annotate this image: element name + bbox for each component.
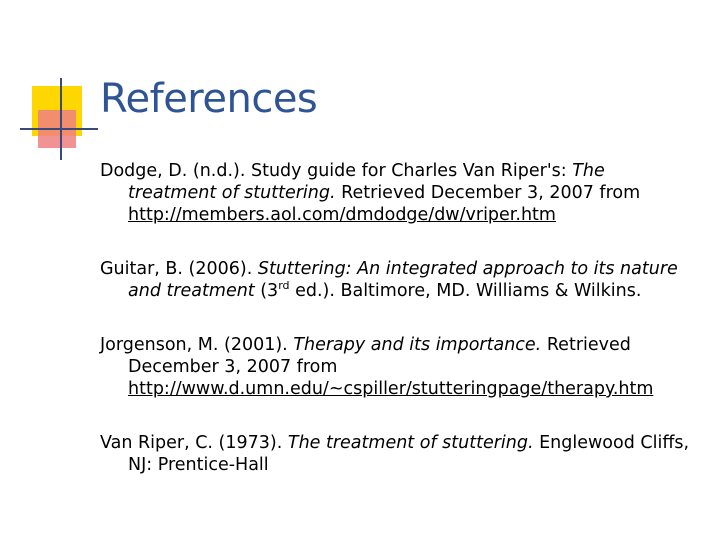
reference-text: Retrieved December 3, 2007 from xyxy=(335,183,641,203)
reference-text: December 3, 2007 from xyxy=(128,357,338,377)
reference-text: ed.). Baltimore, MD. Williams & Wilkins. xyxy=(289,281,642,301)
reference-text: Dodge, D. (n.d.). Study guide for Charles Van Riper's: xyxy=(100,161,573,181)
reference-title: The xyxy=(572,161,605,181)
decoration-horizontal-line xyxy=(20,128,98,130)
reference-title: Stuttering: An integrated approach to its nature xyxy=(257,259,678,279)
slide-title: References xyxy=(100,76,318,122)
title-decoration xyxy=(0,0,110,170)
superscript: rd xyxy=(278,279,290,293)
reference-item-dodge xyxy=(100,160,712,226)
reference-text: Van Riper, C. (1973). xyxy=(100,433,288,453)
reference-title: treatment of stuttering. xyxy=(128,183,336,203)
reference-title: The treatment of stuttering. xyxy=(287,433,534,453)
reference-text: (3 xyxy=(254,281,279,301)
reference-text: NJ: Prentice-Hall xyxy=(128,455,269,475)
reference-link[interactable]: http://www.d.umn.edu/~cspiller/stutteringpage/therapy.htm xyxy=(128,379,654,399)
reference-title: and treatment xyxy=(128,281,255,301)
reference-item-van-riper xyxy=(100,432,712,476)
reference-text: Englewood Cliffs, xyxy=(533,433,690,453)
reference-text: Jorgenson, M. (2001). xyxy=(100,335,294,355)
reference-list xyxy=(100,160,712,508)
decoration-vertical-line xyxy=(60,78,62,160)
reference-title: Therapy and its importance. xyxy=(293,335,542,355)
reference-item-jorgenson xyxy=(100,334,712,400)
reference-item-guitar xyxy=(100,258,712,302)
reference-link[interactable]: http://members.aol.com/dmdodge/dw/vriper.htm xyxy=(128,205,556,225)
reference-text: Retrieved xyxy=(541,335,631,355)
reference-text: Guitar, B. (2006). xyxy=(100,259,258,279)
